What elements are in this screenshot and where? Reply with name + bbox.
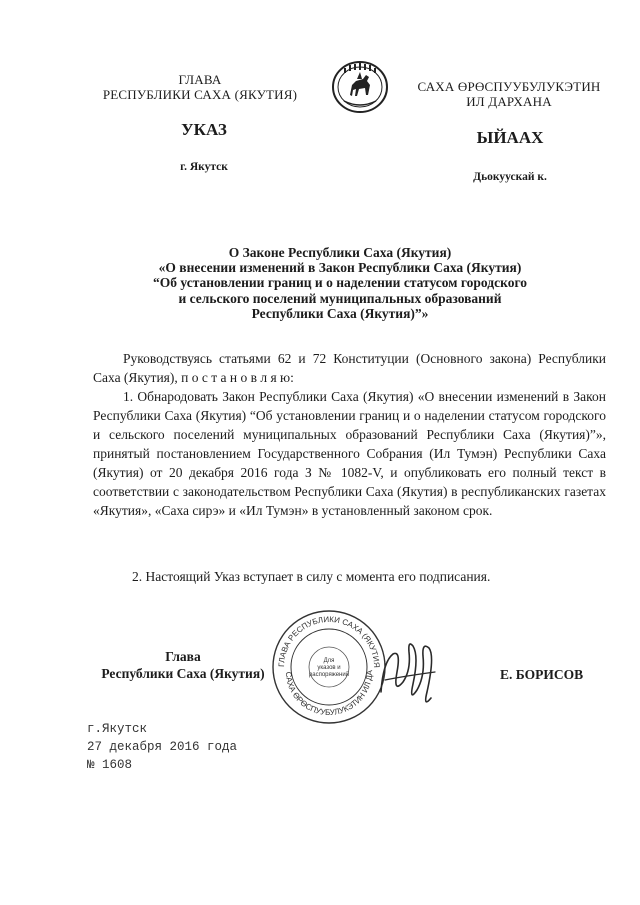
header-right	[398, 79, 620, 109]
city-ru: г. Якутск	[180, 161, 228, 173]
signer-position-line1: Глава	[165, 649, 201, 664]
footer-date: 27 декабря 2016 года	[87, 740, 238, 754]
point-1-paragraph: 1. Обнародовать Закон Республики Саха (Якутия) «О внесении изменений в Закон Республики Саха (Якутия) “Об установлении границ и о наделении статусом городского и сельского поселений муниципальных образований Республики Саха (Якутия)”», принятый постановлением Государственного Собрания (Ил Тумэн) Республики Саха (Якутия) от 20 декабря 2016 года З № 1082-V, и опубликовать его полный текст в соответствии с законодательством Республики Саха (Якутия) в республиканских газетах «Якутия», «Саха сирэ» и «Ил Тумэн» в установленный законом срок.	[93, 389, 606, 518]
title-line: “Об установлении границ и о наделении статусом городского	[153, 275, 527, 291]
title-line: О Законе Республики Саха (Якутия)	[228, 245, 452, 260]
header-left	[80, 72, 320, 102]
title-line: Республики Саха (Якутия)”»	[251, 305, 429, 321]
point-2-paragraph: 2. Настоящий Указ вступает в силу с момента его подписания.	[132, 569, 491, 584]
decree-body	[93, 349, 606, 520]
signer-name: Е. БОРИСОВ	[500, 667, 584, 682]
seal-center-line1: Для	[323, 658, 335, 664]
doc-type-sakha: ЫЙААХ	[476, 128, 544, 147]
header-right-line1: САХА ӨРӨСПУУБУЛУКЭТИН	[417, 79, 601, 94]
seal-center-line3: распоряжений	[308, 672, 350, 678]
header-left-line1: ГЛАВА	[178, 72, 222, 87]
intro-paragraph: Руководствуясь статьями 62 и 72 Конституции (Основного закона) Республики Саха (Якутия), п о с т а н о в л я ю:	[93, 351, 606, 385]
seal-top-text: ГЛАВА РЕСПУБЛИКИ САХА (ЯКУТИЯ	[276, 614, 382, 668]
handwritten-signature-icon	[375, 632, 445, 712]
footer-number: № 1608	[87, 758, 133, 772]
header-left-line2: РЕСПУБЛИКИ САХА (ЯКУТИЯ)	[102, 87, 298, 102]
coat-of-arms-icon	[330, 59, 390, 115]
signer-position-line2: Республики Саха (Якутия)	[101, 666, 265, 681]
official-seal-stamp	[270, 608, 388, 726]
signer-position	[88, 648, 278, 682]
footer-city: г.Якутск	[87, 722, 148, 736]
decree-title	[60, 245, 620, 321]
seal-center-line2: указов и	[317, 665, 341, 671]
seal-bottom-text: САХА ӨРӨСПУУБУЛУКЭТИН ИЛ ДА	[283, 669, 375, 718]
doc-type-ru: УКАЗ	[181, 120, 227, 139]
header-right-line2: ИЛ ДАРХАНА	[466, 94, 552, 109]
city-sakha: Дьокуускай к.	[473, 171, 547, 183]
title-line: «О внесении изменений в Закон Республики Саха (Якутия)	[158, 260, 522, 276]
title-line: и сельского поселений муниципальных образований	[178, 290, 502, 306]
